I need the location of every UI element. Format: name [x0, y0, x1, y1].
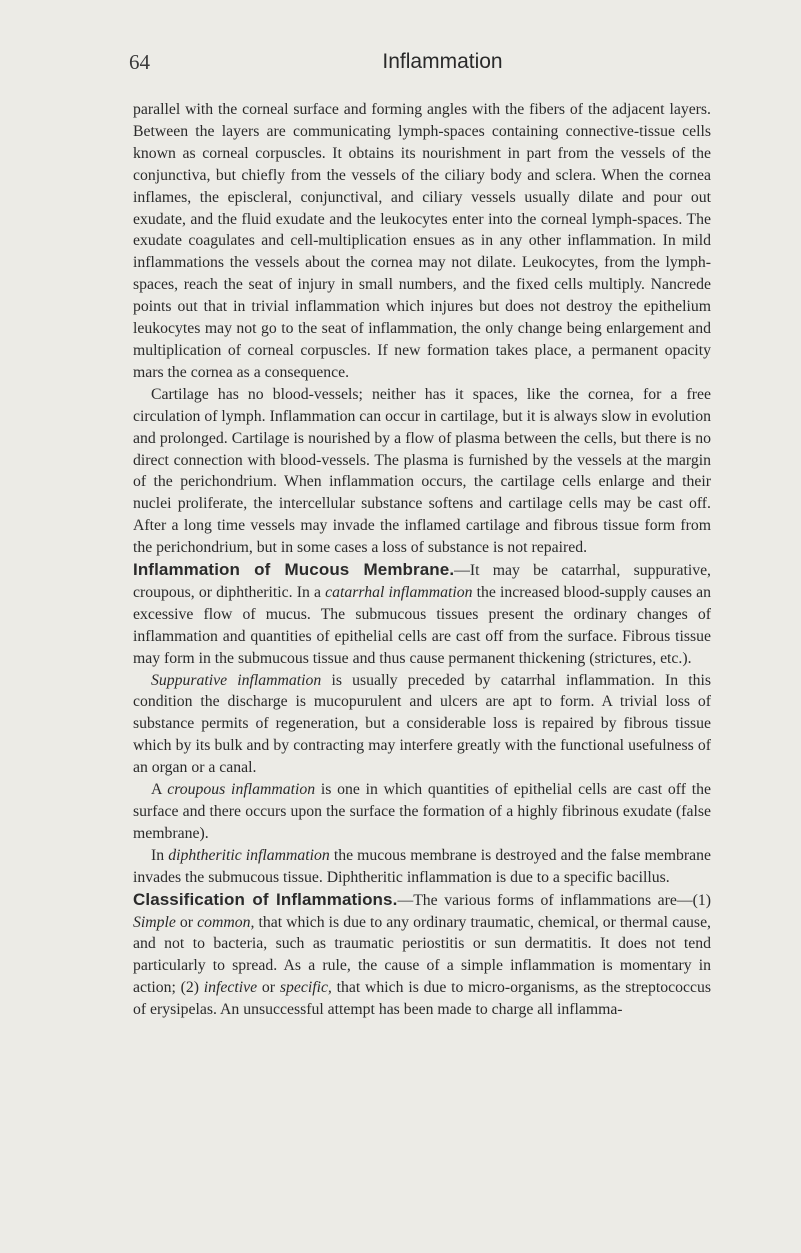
paragraph-text: is one in which quantities of epithelial cells are cast off the surface and there occurs upon the surface the formation of a highly fibrinous exudate (false membrane). — [133, 781, 712, 842]
italic-term: Suppurative inflammation — [151, 671, 322, 689]
paragraph-text: is usually preceded by catarrhal inflammation. In this condition the discharge is mucopurulent and ulcers are apt to form. A trivial loss of substance permits of regeneration, but a considerable loss is repaired by fibrous tissue which by its bulk and by contracting may interfere greatly with the functional usefulness of an organ or a canal. — [133, 671, 711, 777]
page-header — [129, 50, 716, 80]
page-number: 64 — [129, 50, 150, 74]
section-heading-classification: Classification of Inflammations. — [133, 889, 398, 909]
body-text — [133, 99, 711, 1021]
paragraph-diphtheritic — [133, 845, 711, 889]
paragraph-cartilage: Cartilage has no blood-vessels; neither has it spaces, like the cornea, for a free circulation of lymph. Inflammation can occur in cartilage, but it is always slow in evolution and prolonged. Cartilage is nourished by a flow of plasma between the cells, but there is no direct connection with blood-vessels. The plasma is furnished by the vessels at the margin of the perichondrium. When inflammation occurs, the cartilage cells enlarge and their nuclei proliferate, the intercellular substance softens and cartilage cells may be cast off. After a long time vessels may invade the inflamed cartilage and fibrous tissue form from the perichondrium, but in some cases a loss of substance is not repaired. — [133, 385, 711, 557]
italic-term: diphtheritic inflammation — [168, 846, 330, 864]
paragraph-text: that which is due to micro-organisms, as the streptococcus of erysipelas. An unsuccessful attempt has been made to charge all inflamma- — [133, 979, 711, 1019]
italic-term: specific, — [279, 979, 332, 997]
paragraph-text: or — [175, 913, 198, 931]
paragraph-cornea: parallel with the corneal surface and forming angles with the fibers of the adjacent layers. Between the layers are communicating lymph-spaces containing connective-tissue cells known as corneal corpuscles. It obtains its nourishment in part from the vessels of the conjunctiva, but chiefly from the vessels of the ciliary body and sclera. When the cornea inflames, the episcleral, conjunctival, and ciliary vessels usually dilate and pour out exudate, and the fluid exudate and the leukocytes enter into the corneal lymph-spaces. The exudate coagulates and cell-multiplication ensues as in any other inflammation. In mild inflammations the vessels about the cornea may not dilate. Leukocytes, from the lymph-spaces, reach the seat of injury in small numbers, and the fixed cells multiply. Nancrede points out that in trivial inflammation which injures but does not destroy the epithelium leukocytes may not go to the seat of inflammation, the only change being enlargement and multiplication of corneal corpuscles. If new formation takes place, a permanent opacity mars the cornea as a consequence. — [133, 101, 711, 381]
italic-term: catarrhal inflammation — [325, 583, 473, 601]
italic-term: Simple — [133, 913, 176, 931]
paragraph-text: that which is due to any ordinary traumatic, chemical, or thermal cause, and not to bacteria, such as traumatic periostitis or sun dermatitis. It does not tend particularly to spread. As a rule, the cause of a simple inflammation is momentary in action; (2) — [133, 913, 711, 997]
paragraph-classification — [133, 889, 711, 1021]
paragraph-text: or — [257, 979, 280, 997]
paragraph-text: A — [151, 781, 168, 799]
paragraph-text: —The various forms of inflammations are—(1) — [397, 891, 712, 909]
paragraph-mucous-membrane — [133, 559, 711, 670]
italic-term: infective — [203, 979, 258, 997]
paragraph-suppurative — [133, 670, 711, 780]
italic-term: common, — [197, 913, 255, 931]
paragraph-croupous — [133, 779, 711, 845]
section-heading-mucous-membrane: Inflammation of Mucous Membrane. — [133, 560, 455, 580]
paragraph-text: —It may be catarrhal, suppurative, croupous, or diphtheritic. In a — [133, 562, 711, 601]
paragraph-text: the increased blood-supply causes an excessive flow of mucus. The submucous tissues present the ordinary changes of inflammation and quantities of epithelial cells are cast off from the surface. Fibrous tissue may form in the submucous tissue and thus cause permanent thickening (strictures, etc.). — [133, 583, 711, 667]
running-title: Inflammation — [382, 50, 503, 73]
paragraph-text: In — [151, 846, 169, 864]
italic-term: croupous inflammation — [167, 781, 316, 799]
paragraph-text: the mucous membrane is destroyed and the false membrane invades the submucous tissue. Diphtheritic inflammation is due to a specific bacillus. — [133, 846, 712, 886]
